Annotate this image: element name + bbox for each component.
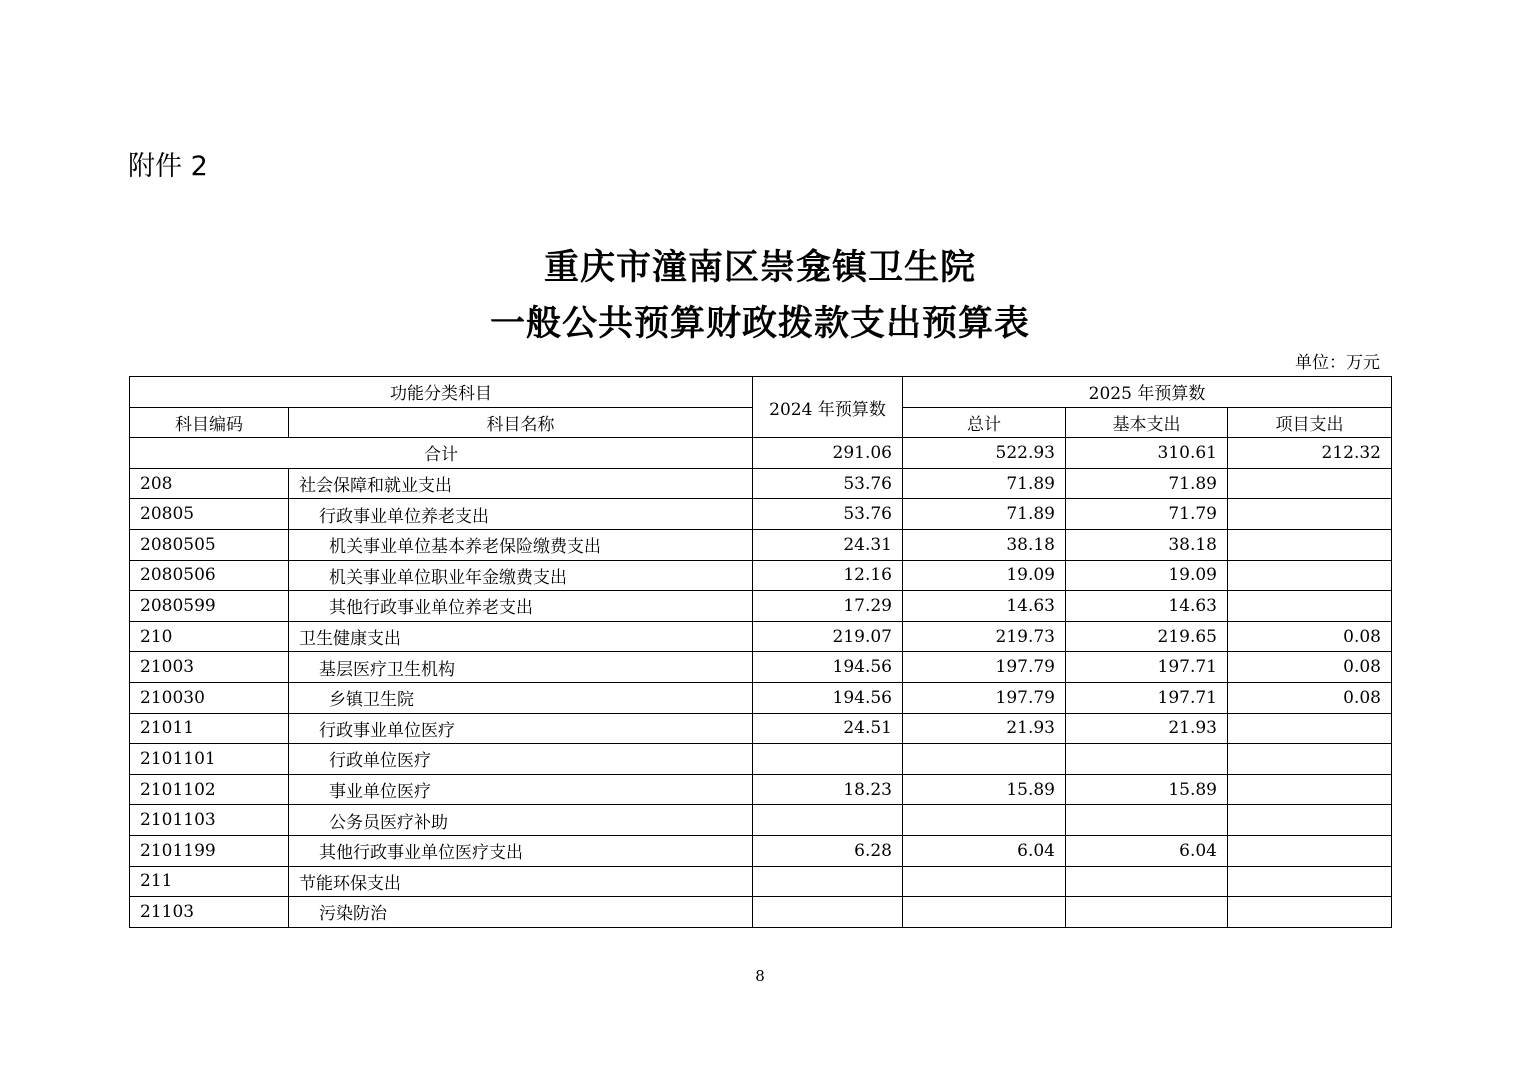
header-basic: 基本支出	[1066, 407, 1228, 438]
cell-name: 基层医疗卫生机构	[289, 652, 753, 683]
cell-budget-2024	[753, 744, 903, 775]
cell-name: 节能环保支出	[289, 866, 753, 897]
cell-name: 公务员医疗补助	[289, 805, 753, 836]
cell-name: 机关事业单位基本养老保险缴费支出	[289, 529, 753, 560]
total-project: 212.32	[1228, 438, 1392, 469]
header-name: 科目名称	[289, 407, 753, 438]
header-functional-category: 功能分类科目	[130, 377, 753, 408]
cell-name: 卫生健康支出	[289, 621, 753, 652]
cell-name: 其他行政事业单位医疗支出	[289, 835, 753, 866]
cell-total	[903, 866, 1066, 897]
total-row	[130, 438, 1392, 469]
cell-budget-2024: 194.56	[753, 682, 903, 713]
cell-basic: 71.89	[1066, 468, 1228, 499]
table-row	[130, 591, 1392, 622]
cell-total: 197.79	[903, 652, 1066, 683]
cell-name: 行政事业单位医疗	[289, 713, 753, 744]
cell-budget-2024: 53.76	[753, 468, 903, 499]
cell-code: 21011	[130, 713, 289, 744]
cell-total: 21.93	[903, 713, 1066, 744]
cell-basic: 15.89	[1066, 774, 1228, 805]
cell-basic: 219.65	[1066, 621, 1228, 652]
cell-code: 210	[130, 621, 289, 652]
cell-code: 2101199	[130, 835, 289, 866]
cell-basic: 6.04	[1066, 835, 1228, 866]
table-row	[130, 621, 1392, 652]
cell-name: 事业单位医疗	[289, 774, 753, 805]
cell-budget-2024: 219.07	[753, 621, 903, 652]
document-title-line1: 重庆市潼南区崇龛镇卫生院	[543, 247, 976, 288]
cell-budget-2024: 194.56	[753, 652, 903, 683]
table-row	[130, 774, 1392, 805]
table-row	[130, 499, 1392, 530]
cell-name: 其他行政事业单位养老支出	[289, 591, 753, 622]
unit-label: 单位：万元	[1295, 353, 1380, 373]
cell-total: 71.89	[903, 499, 1066, 530]
cell-total	[903, 805, 1066, 836]
cell-code: 2101102	[130, 774, 289, 805]
cell-budget-2024: 24.51	[753, 713, 903, 744]
cell-name: 行政单位医疗	[289, 744, 753, 775]
cell-code: 211	[130, 866, 289, 897]
cell-code: 20805	[130, 499, 289, 530]
cell-budget-2024: 53.76	[753, 499, 903, 530]
cell-basic: 38.18	[1066, 529, 1228, 560]
cell-budget-2024: 12.16	[753, 560, 903, 591]
cell-project	[1228, 468, 1392, 499]
cell-basic: 197.71	[1066, 682, 1228, 713]
cell-project	[1228, 499, 1392, 530]
table-row	[130, 744, 1392, 775]
cell-budget-2024: 24.31	[753, 529, 903, 560]
header-total: 总计	[903, 407, 1066, 438]
header-budget-2024: 2024 年预算数	[753, 377, 903, 438]
cell-project	[1228, 805, 1392, 836]
cell-total: 6.04	[903, 835, 1066, 866]
cell-budget-2024	[753, 866, 903, 897]
cell-total	[903, 897, 1066, 928]
table-row	[130, 468, 1392, 499]
cell-total: 19.09	[903, 560, 1066, 591]
cell-total: 15.89	[903, 774, 1066, 805]
cell-project	[1228, 529, 1392, 560]
table-row	[130, 652, 1392, 683]
cell-code: 21103	[130, 897, 289, 928]
total-basic: 310.61	[1066, 438, 1228, 469]
cell-project	[1228, 897, 1392, 928]
cell-basic	[1066, 744, 1228, 775]
table-row	[130, 835, 1392, 866]
cell-total: 219.73	[903, 621, 1066, 652]
cell-basic: 197.71	[1066, 652, 1228, 683]
cell-budget-2024	[753, 805, 903, 836]
cell-basic: 19.09	[1066, 560, 1228, 591]
cell-project	[1228, 744, 1392, 775]
cell-basic: 14.63	[1066, 591, 1228, 622]
cell-basic	[1066, 897, 1228, 928]
cell-project	[1228, 713, 1392, 744]
cell-total	[903, 744, 1066, 775]
page-number: 8	[755, 967, 765, 985]
cell-basic	[1066, 866, 1228, 897]
cell-total: 14.63	[903, 591, 1066, 622]
cell-code: 2101103	[130, 805, 289, 836]
total-total: 522.93	[903, 438, 1066, 469]
cell-name: 污染防治	[289, 897, 753, 928]
cell-name: 社会保障和就业支出	[289, 468, 753, 499]
cell-total: 197.79	[903, 682, 1066, 713]
cell-budget-2024: 6.28	[753, 835, 903, 866]
attachment-label: 附件 2	[128, 151, 208, 182]
total-b2024: 291.06	[753, 438, 903, 469]
header-row-1	[130, 377, 1392, 408]
cell-project	[1228, 866, 1392, 897]
cell-budget-2024: 18.23	[753, 774, 903, 805]
cell-project: 0.08	[1228, 682, 1392, 713]
cell-code: 2080599	[130, 591, 289, 622]
header-code: 科目编码	[130, 407, 289, 438]
cell-project: 0.08	[1228, 652, 1392, 683]
table-row	[130, 560, 1392, 591]
total-label: 合计	[130, 438, 753, 469]
cell-project	[1228, 560, 1392, 591]
budget-table	[129, 376, 1392, 928]
cell-basic: 21.93	[1066, 713, 1228, 744]
cell-budget-2024: 17.29	[753, 591, 903, 622]
table-row	[130, 866, 1392, 897]
cell-code: 2080505	[130, 529, 289, 560]
cell-total: 71.89	[903, 468, 1066, 499]
table-row	[130, 897, 1392, 928]
cell-name: 乡镇卫生院	[289, 682, 753, 713]
cell-code: 208	[130, 468, 289, 499]
cell-project	[1228, 774, 1392, 805]
cell-name: 机关事业单位职业年金缴费支出	[289, 560, 753, 591]
cell-code: 2101101	[130, 744, 289, 775]
table-row	[130, 529, 1392, 560]
cell-code: 21003	[130, 652, 289, 683]
header-project: 项目支出	[1228, 407, 1392, 438]
cell-name: 行政事业单位养老支出	[289, 499, 753, 530]
cell-basic	[1066, 805, 1228, 836]
cell-budget-2024	[753, 897, 903, 928]
cell-total: 38.18	[903, 529, 1066, 560]
cell-code: 2080506	[130, 560, 289, 591]
header-budget-2025: 2025 年预算数	[903, 377, 1392, 408]
table-row	[130, 805, 1392, 836]
cell-code: 210030	[130, 682, 289, 713]
table-row	[130, 682, 1392, 713]
cell-project: 0.08	[1228, 621, 1392, 652]
cell-project	[1228, 835, 1392, 866]
table-row	[130, 713, 1392, 744]
cell-project	[1228, 591, 1392, 622]
document-title-line2: 一般公共预算财政拨款支出预算表	[489, 303, 1030, 344]
cell-basic: 71.79	[1066, 499, 1228, 530]
